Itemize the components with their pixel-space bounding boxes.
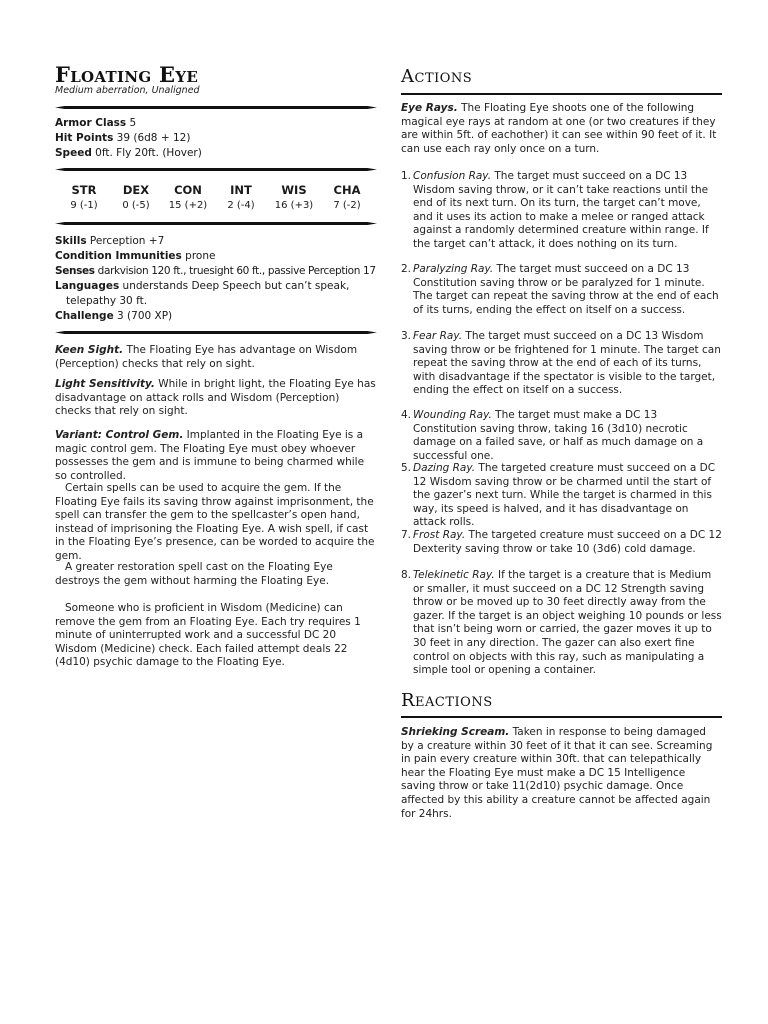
trait-light-sensitivity — [55, 378, 377, 419]
languages-line — [55, 279, 377, 294]
speed-label: Speed — [55, 147, 92, 159]
ability-score: 15 (+2) — [168, 200, 208, 211]
languages-value: understands Deep Speech but can’t speak, — [119, 280, 350, 292]
ray-name: Dazing Ray. — [413, 462, 476, 474]
control-gem-paragraph: A greater restoration spell cast on the Floating Eye destroys the gem without harming the Floating Eye. — [55, 561, 333, 587]
ray-number: 5. — [401, 462, 412, 474]
ability-name: INT — [230, 183, 252, 197]
ray-name: Paralyzing Ray. — [413, 263, 494, 275]
trait-name: Keen Sight. — [55, 344, 124, 356]
condition-immunities-value: prone — [181, 250, 216, 262]
ray-number: 4. — [401, 409, 412, 421]
challenge-label: Challenge — [55, 310, 114, 322]
skills-value: Perception +7 — [86, 235, 165, 247]
ray-number: 2. — [401, 263, 412, 275]
ability-score: 9 (-1) — [70, 200, 98, 211]
eye-ray-item — [401, 170, 722, 252]
divider-bar — [55, 222, 377, 225]
ray-number: 7. — [401, 529, 412, 541]
eye-ray-item — [401, 263, 722, 317]
eye-ray-item — [401, 529, 722, 556]
skills-line — [55, 234, 377, 249]
monster-type: Medium aberration, Unaligned — [55, 85, 200, 96]
actions-heading-rule — [401, 93, 722, 95]
armor-class-value: 5 — [126, 117, 137, 129]
monster-name: Floating Eye — [55, 62, 199, 87]
ray-text: The targeted creature must succeed on a DC 12 Wisdom saving throw or be charmed until the start of the gazer’s next turn. While the target is charmed in this way, its speed is halved, and it has disadvantage on attack rolls. — [413, 462, 716, 529]
eye-ray-item — [401, 409, 722, 463]
ray-number: 1. — [401, 170, 412, 182]
speed-value: 0ft. Fly 20ft. (Hover) — [91, 147, 202, 159]
eye-ray-item — [401, 569, 722, 678]
senses-line — [55, 264, 377, 279]
divider-bar — [55, 331, 377, 334]
action-text: The Floating Eye shoots one of the following magical eye rays at random at one (or two creatures if they are within 5ft. of eachother) it can see within 90 feet of it. It can use each ray only once on a turn. — [401, 102, 717, 155]
ray-name: Telekinetic Ray. — [413, 569, 495, 581]
ability-name: CON — [174, 183, 202, 197]
action-eye-rays — [401, 102, 722, 156]
basic-stats — [55, 116, 377, 161]
ray-text: The target must succeed on a DC 13 Wisdom saving throw, or it can’t take reactions until the end of its next turn. On its turn, the target can’t move, and it uses its action to make a melee or ranged attack against a randomly determined creature within range. If the target can’t attack, it does nothing on its turn. — [413, 170, 709, 250]
ray-name: Confusion Ray. — [413, 170, 492, 182]
trait-text: While in bright light, the Floating Eye has disadvantage on attack rolls and Wisdom (Perception) checks that rely on sight. — [55, 378, 376, 418]
ray-text: The targeted creature must succeed on a DC 12 Dexterity saving throw or take 10 (3d6) cold damage. — [413, 529, 722, 555]
actions-heading: Actions — [401, 66, 473, 87]
reaction-shrieking-scream — [401, 726, 722, 821]
hit-points-value: 39 (6d8 + 12) — [113, 132, 191, 144]
ray-name: Fear Ray. — [413, 330, 463, 342]
action-name: Eye Rays. — [401, 102, 458, 114]
trait-keen-sight — [55, 344, 377, 371]
divider-bar — [55, 106, 377, 109]
reactions-heading-rule — [401, 716, 722, 718]
trait-text: Implanted in the Floating Eye is a magic control gem. The Floating Eye must obey whoever possesses the gem and is immune to being charmed while so controlled. — [55, 429, 365, 482]
divider-bar — [55, 168, 377, 171]
trait-name: Variant: Control Gem. — [55, 429, 184, 441]
ability-name: WIS — [281, 183, 307, 197]
ability-score: 7 (-2) — [333, 200, 361, 211]
armor-class-line — [55, 116, 377, 131]
hit-points-line — [55, 131, 377, 146]
eye-ray-item — [401, 462, 722, 530]
ability-name: STR — [71, 183, 97, 197]
ray-text: If the target is a creature that is Medium or smaller, it must succeed on a DC 12 Strength saving throw or be moved up to 30 feet directly away from the gazer. If the target is an object weighing 10 pounds or less that isn’t being worn or carried, the gazer moves it up to 30 feet in any direction. The gazer can also exert fine control on objects with this ray, such as manipulating a simple tool or opening a container. — [413, 569, 722, 677]
trait-control-gem — [55, 429, 377, 483]
speed-line — [55, 146, 377, 161]
ability-name: CHA — [333, 183, 361, 197]
armor-class-label: Armor Class — [55, 117, 127, 129]
ray-name: Wounding Ray. — [413, 409, 492, 421]
ray-number: 8. — [401, 569, 412, 581]
senses-label: Senses — [55, 265, 95, 277]
ray-text: The target must make a DC 13 Constitution saving throw, taking 16 (3d10) necrotic damage on a failed save, or half as much damage on a successful one. — [413, 409, 704, 462]
eye-ray-item — [401, 330, 722, 398]
languages-label: Languages — [55, 280, 120, 292]
reaction-text: Taken in response to being damaged by a creature within 30 feet of it that it can see. Screaming in pain every creature within 30ft. that can telepathically hear the Floating Eye must make a DC 15 Intelligence saving throw or take 11(2d10) psychic damage. Once affected by this ability a creature cannot be affected again for 24hrs. — [401, 726, 713, 820]
ray-name: Frost Ray. — [413, 529, 466, 541]
ray-text: The target must succeed on a DC 13 Wisdom saving throw or be frightened for 1 minute. The target can repeat the saving throw at the end of each of its turns, with disadvantage if the spectator is visible to the target, ending the effect on itself on a success. — [413, 330, 721, 397]
senses-value: darkvision 120 ft., truesight 60 ft., passive Perception 17 — [94, 265, 376, 277]
languages-continued: telepathy 30 ft. — [66, 295, 148, 307]
reactions-heading: Reactions — [401, 690, 493, 711]
ability-score: 0 (-5) — [122, 200, 150, 211]
ability-score: 16 (+3) — [274, 200, 314, 211]
hit-points-label: Hit Points — [55, 132, 114, 144]
challenge-value: 3 (700 XP) — [113, 310, 173, 322]
ability-score: 2 (-4) — [227, 200, 255, 211]
skills-label: Skills — [55, 235, 87, 247]
ray-text: The target must succeed on a DC 13 Constitution saving throw or be paralyzed for 1 minute. The target can repeat the saving throw at the end of each of its turns, ending the effect on itself on a success. — [413, 263, 719, 316]
ray-number: 3. — [401, 330, 412, 342]
control-gem-paragraph: Someone who is proficient in Wisdom (Medicine) can remove the gem from an Floating Eye. Each try requires 1 minute of uninterrupted work and a successful DC 20 Wisdom (Medicine) check. Each failed attempt deals 22 (4d10) psychic damage to the Floating Eye. — [55, 602, 361, 669]
condition-immunities-line — [55, 249, 377, 264]
control-gem-paragraph: Certain spells can be used to acquire the gem. If the Floating Eye fails its saving throw against imprisonment, the spell can transfer the gem to the spellcaster’s open hand, instead of imprisoning the Floating Eye. A wish spell, if cast in the Floating Eye’s presence, can be worded to acquire the gem. — [55, 482, 375, 562]
challenge-line — [55, 309, 377, 324]
trait-name: Light Sensitivity. — [55, 378, 155, 390]
reaction-name: Shrieking Scream. — [401, 726, 510, 738]
trait-text: The Floating Eye has advantage on Wisdom (Perception) checks that rely on sight. — [55, 344, 358, 370]
ability-name: DEX — [122, 183, 150, 197]
condition-immunities-label: Condition Immunities — [55, 250, 182, 262]
detail-stats — [55, 234, 377, 324]
